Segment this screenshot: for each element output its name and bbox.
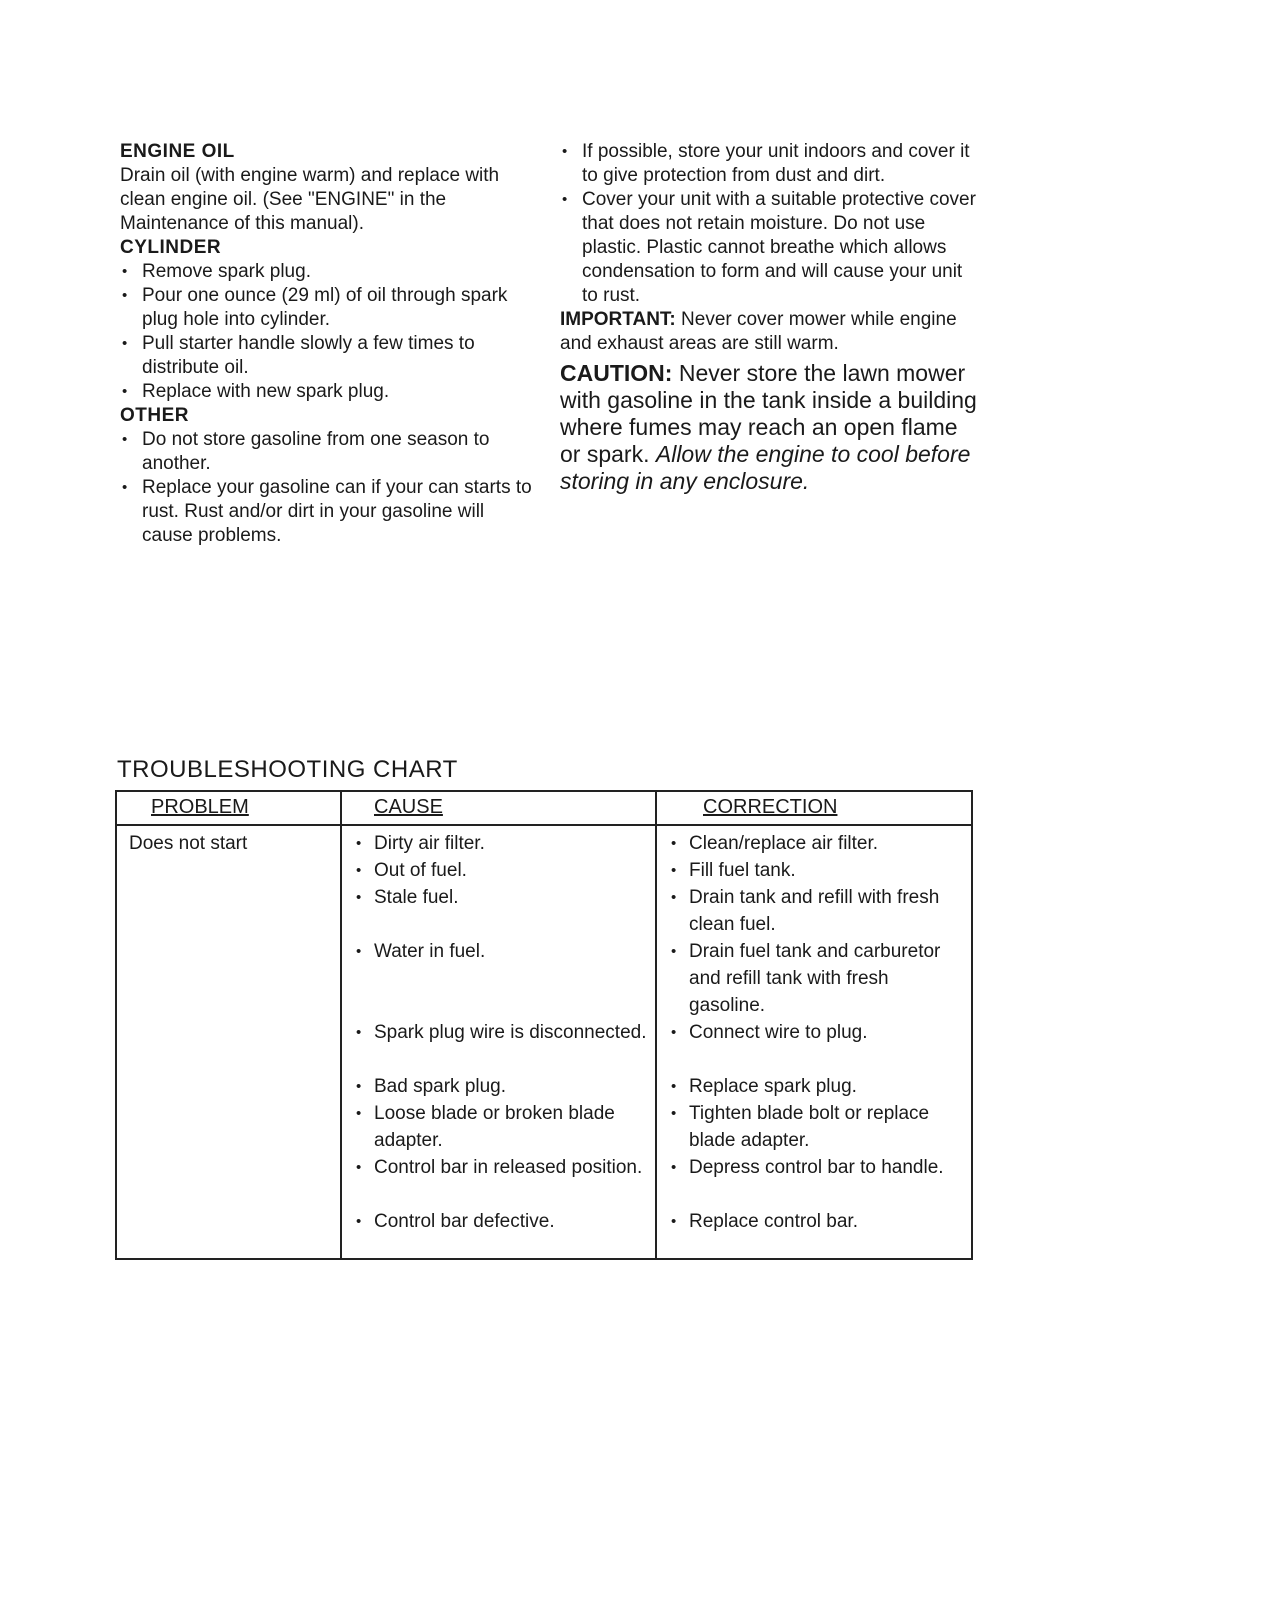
table-row: • Tighten blade bolt or replace blade adapter.: [665, 1100, 965, 1154]
engine-oil-heading: ENGINE OIL: [120, 141, 235, 162]
table-row: • Fill fuel tank.: [665, 857, 965, 884]
engine-oil-text: Drain oil (with engine warm) and replace with clean engine oil. (See "ENGINE" in the Maintenance of this manual).: [120, 165, 500, 234]
cause-cell: [342, 826, 655, 1235]
problem-column: [117, 792, 340, 1258]
cylinder-list: [120, 260, 540, 404]
list-item: • Remove spark plug.: [120, 260, 540, 284]
list-item: • Pull starter handle slowly a few times to distribute oil.: [120, 332, 540, 380]
list-item: • Replace your gasoline can if your can starts to rust. Rust and/or dirt in your gasoline will cause problems.: [120, 476, 540, 548]
other-heading: OTHER: [120, 405, 189, 426]
important-label: IMPORTANT:: [560, 309, 676, 330]
list-item: • Cover your unit with a suitable protective cover that does not retain moisture. Do not use plastic. Plastic cannot breathe which allows condensation to form and will cause your unit to rust.: [560, 188, 980, 308]
table-row: • Control bar defective.: [350, 1208, 649, 1235]
table-row: • Control bar in released position.: [350, 1154, 649, 1208]
table-row: • Spark plug wire is disconnected.: [350, 1019, 649, 1073]
header-problem: [117, 792, 340, 826]
table-row: • Drain tank and refill with fresh clean fuel.: [665, 884, 965, 938]
table-row: • Connect wire to plug.: [665, 1019, 965, 1073]
list-item: • Do not store gasoline from one season to another.: [120, 428, 540, 476]
table-row: • Out of fuel.: [350, 857, 649, 884]
table-row: • Dirty air filter.: [350, 830, 649, 857]
storage-list: [560, 140, 980, 308]
problem-cell: Does not start: [129, 833, 248, 854]
other-list: [120, 428, 540, 548]
table-row: • Drain fuel tank and carburetor and refill tank with fresh gasoline.: [665, 938, 965, 1019]
cause-column: [340, 792, 655, 1258]
list-item: • If possible, store your unit indoors and cover it to give protection from dust and dirt.: [560, 140, 980, 188]
left-column: [120, 140, 540, 548]
table-row: • Depress control bar to handle.: [665, 1154, 965, 1208]
list-item: • Replace with new spark plug.: [120, 380, 540, 404]
table-row: • Clean/replace air filter.: [665, 830, 965, 857]
header-cause-label: CAUSE: [374, 796, 443, 818]
header-cause: [342, 792, 655, 826]
caution-note: [560, 360, 980, 495]
cause-list: [350, 830, 649, 1235]
correction-column: [655, 792, 971, 1258]
caution-italic-text: Allow the engine to cool before storing in any enclosure.: [560, 441, 971, 494]
right-column: [560, 140, 980, 495]
important-text: Never cover mower while engine and exhaust areas are still warm.: [560, 309, 957, 354]
caution-label: CAUTION:: [560, 360, 673, 386]
correction-list: [665, 830, 965, 1235]
table-row: • Stale fuel.: [350, 884, 649, 938]
table-row: • Replace spark plug.: [665, 1073, 965, 1100]
troubleshooting-table: [115, 790, 973, 1260]
list-item: • Pour one ounce (29 ml) of oil through spark plug hole into cylinder.: [120, 284, 540, 332]
header-correction-label: CORRECTION: [703, 796, 838, 818]
table-row: • Loose blade or broken blade adapter.: [350, 1100, 649, 1154]
header-problem-label: PROBLEM: [151, 796, 249, 818]
cylinder-heading: CYLINDER: [120, 237, 222, 258]
important-note: [560, 308, 980, 356]
correction-cell: [657, 826, 971, 1235]
table-row: • Replace control bar.: [665, 1208, 965, 1235]
caution-text: Never store the lawn mower with gasoline in the tank inside a building where fumes may reach an open flame or spark.: [560, 360, 977, 467]
chart-title: TROUBLESHOOTING CHART: [117, 756, 458, 783]
table-row: • Bad spark plug.: [350, 1073, 649, 1100]
table-row: • Water in fuel.: [350, 938, 649, 1019]
header-correction: [657, 792, 971, 826]
